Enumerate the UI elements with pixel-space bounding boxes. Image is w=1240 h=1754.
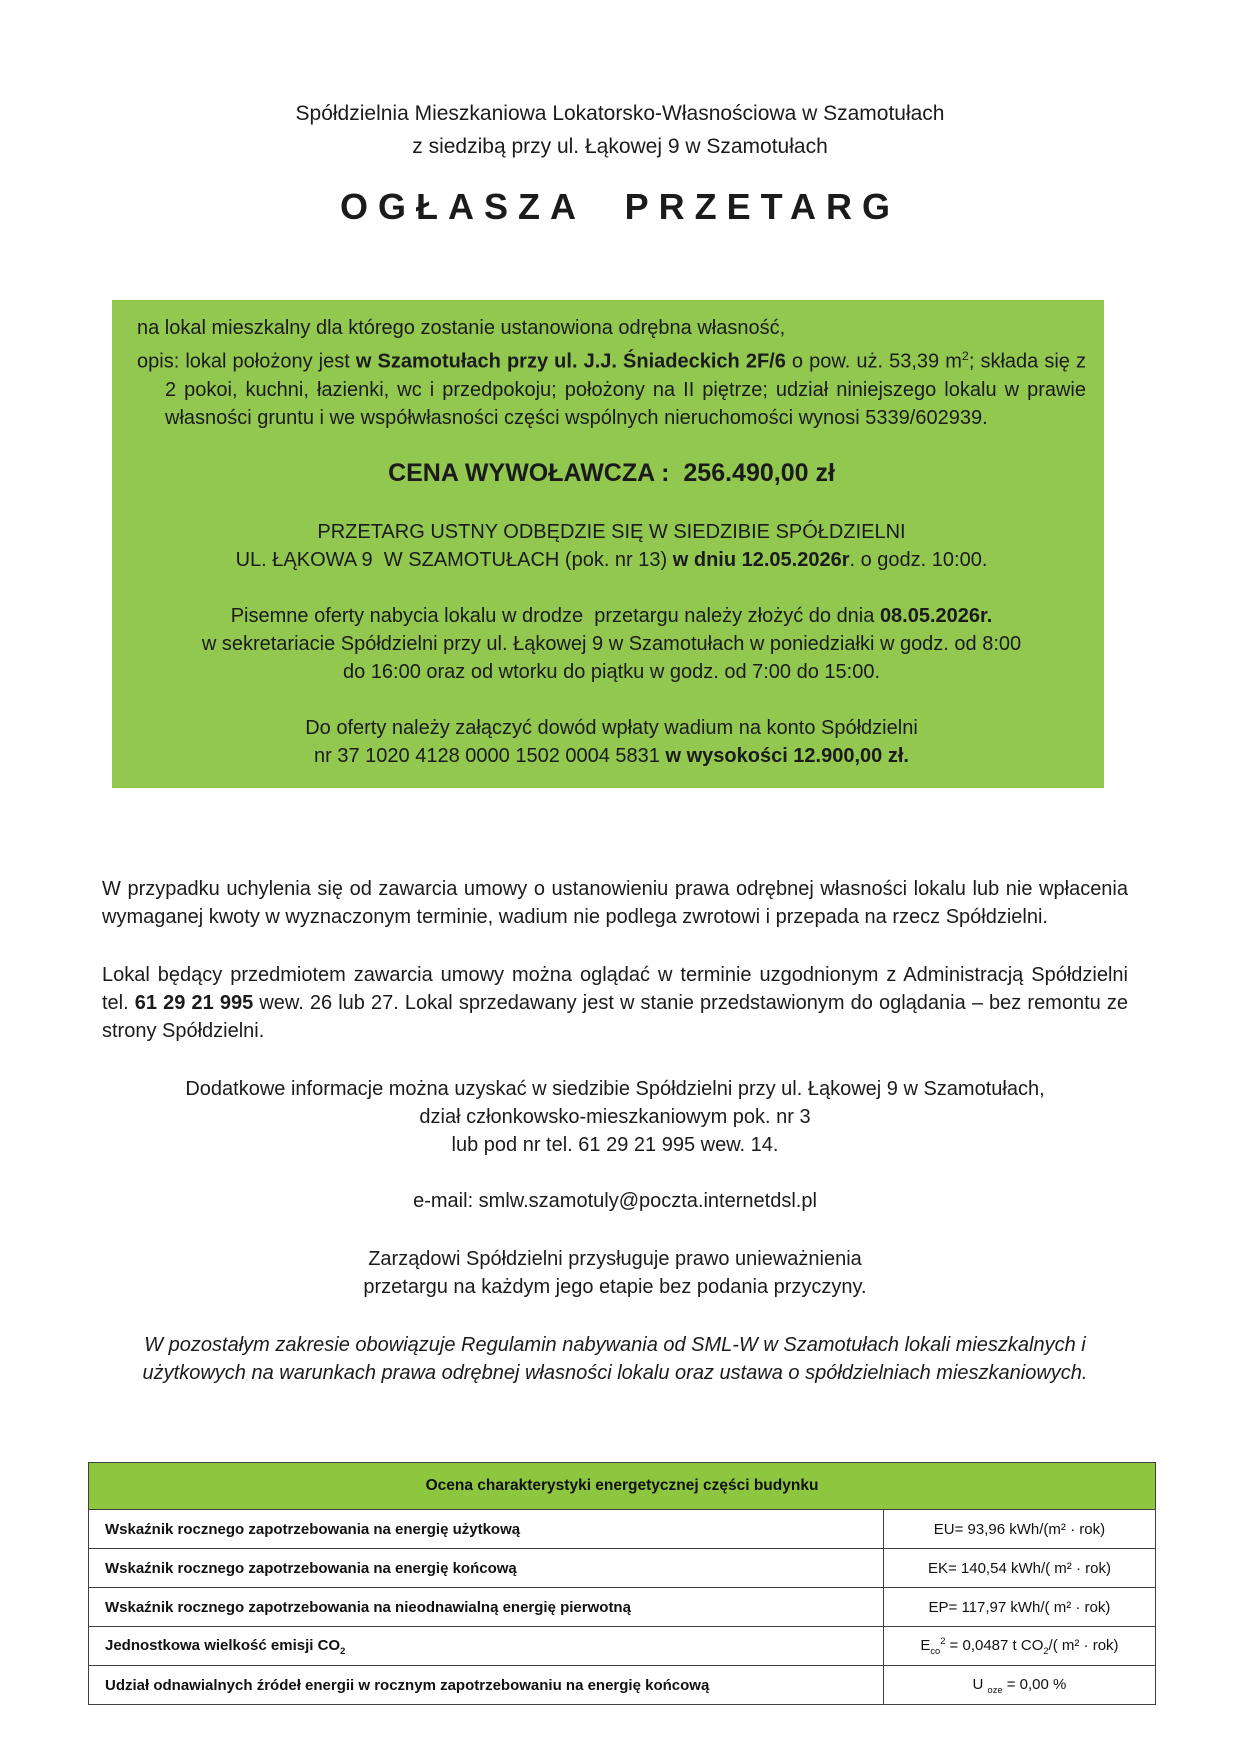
energy-row-label: Wskaźnik rocznego zapotrzebowania na energię użytkową	[89, 1510, 884, 1549]
document-body	[102, 875, 1128, 1387]
forfeiture-clause: W przypadku uchylenia się od zawarcia umowy o ustanowieniu prawa odrębnej własności lokalu lub nie wpłacenia wymaganej kwoty w wyznaczonym terminie, wadium nie podlega zwrotowi i przepada na rzecz Spółdzielni.	[102, 878, 1128, 928]
energy-table	[88, 1462, 1156, 1705]
energy-row-label: Udział odnawialnych źródeł energii w rocznym zapotrzebowaniu na energię końcową	[89, 1666, 884, 1705]
energy-table-title: Ocena charakterystyki energetycznej części budynku	[89, 1463, 1156, 1510]
table-row	[89, 1666, 1156, 1705]
energy-row-value: EP= 117,97 kWh/( m² · rok)	[883, 1588, 1155, 1627]
notice-description: opis: lokal położony jest w Szamotułach przy ul. J.J. Śniadeckich 2F/6 o pow. uż. 53,39 $m^2$; składa się z 2 pokoi, kuchni, łazienki, wc i przedpokoju; położony na II piętrze; udział niniejszego lokalu w prawie własności gruntu i we współwłasności części wspólnych nieruchomości wynosi 5339/602939.	[137, 349, 1086, 429]
energy-table-header-row	[89, 1463, 1156, 1510]
table-row	[89, 1510, 1156, 1549]
energy-row-label: Jednostkowa wielkość emisji $CO_2$	[89, 1627, 884, 1666]
auction-details: PRZETARG USTNY ODBĘDZIE SIĘ W SIEDZIBIE SPÓŁDZIELNI UL. ŁĄKOWA 9 W SZAMOTUŁACH (pok. nr 13) w dniu 12.05.2026r. o godz. 10:00.	[235, 520, 988, 571]
energy-row-label: Wskaźnik rocznego zapotrzebowania na nieodnawialną energię pierwotną	[89, 1588, 884, 1627]
table-row	[89, 1627, 1156, 1666]
energy-row-value: U $_{oze}$ = 0,00 %	[883, 1666, 1155, 1705]
starting-price: CENA WYWOŁAWCZA : 256.490,00 zł	[388, 458, 835, 487]
viewing-info: Lokal będący przedmiotem zawarcia umowy można oglądać w terminie uzgodnionym z Administracją Spółdzielni tel. 61 29 21 995 wew. 26 lub 27. Lokal sprzedawany jest w stanie przedstawionym do oglądania – bez remontu ze strony Spółdzielni.	[102, 964, 1128, 1042]
cancellation-clause: Zarządowi Spółdzielni przysługuje prawo unieważnienia przetargu na każdym jego etapie bez podania przyczyny.	[363, 1248, 867, 1298]
wadium-instructions: Do oferty należy załączyć dowód wpłaty wadium na konto Spółdzielni nr 37 1020 4128 0000 1502 0004 5831 w wysokości 12.900,00 zł.	[305, 716, 918, 767]
notice-box	[112, 300, 1104, 788]
document-header	[0, 97, 1240, 163]
table-row	[89, 1588, 1156, 1627]
energy-row-label: Wskaźnik rocznego zapotrzebowania na energię końcową	[89, 1549, 884, 1588]
org-name: Spółdzielnia Mieszkaniowa Lokatorsko-Własnościowa w Szamotułach	[295, 102, 945, 125]
additional-info: Dodatkowe informacje można uzyskać w siedzibie Spółdzielni przy ul. Łąkowej 9 w Szamotułach, dział członkowsko-mieszkaniowym pok. nr 3 lub pod nr tel. 61 29 21 995 wew. 14.	[185, 1078, 1045, 1156]
regulations-note: W pozostałym zakresie obowiązuje Regulamin nabywania od SML-W w Szamotułach lokali mieszkalnych i użytkowych na warunkach prawa odrębnej własności lokalu oraz ustawa o spółdzielniach mieszkaniowych.	[142, 1334, 1092, 1384]
energy-row-value: EU= 93,96 kWh/(m² · rok)	[883, 1510, 1155, 1549]
notice-intro: na lokal mieszkalny dla którego zostanie ustanowiona odrębna własność,	[137, 317, 786, 339]
page-title: OGŁASZA PRZETARG	[340, 186, 900, 227]
org-address: z siedzibą przy ul. Łąkowej 9 w Szamotułach	[412, 135, 828, 158]
table-row	[89, 1549, 1156, 1588]
energy-row-value: $E_{co}^2 = 0,0487$ t $CO_2/$( m² · rok)	[883, 1627, 1155, 1666]
offer-instructions: Pisemne oferty nabycia lokalu w drodze przetargu należy złożyć do dnia 08.05.2026r. w sekretariacie Spółdzielni przy ul. Łąkowej 9 w Szamotułach w poniedziałki w godz. od 8:00 do 16:00 oraz od wtorku do piątku w godz. od 7:00 do 15:00.	[201, 604, 1022, 683]
email-contact: e-mail: smlw.szamotuly@poczta.internetdsl.pl	[413, 1190, 817, 1212]
energy-row-value: EK= 140,54 kWh/( m² · rok)	[883, 1549, 1155, 1588]
